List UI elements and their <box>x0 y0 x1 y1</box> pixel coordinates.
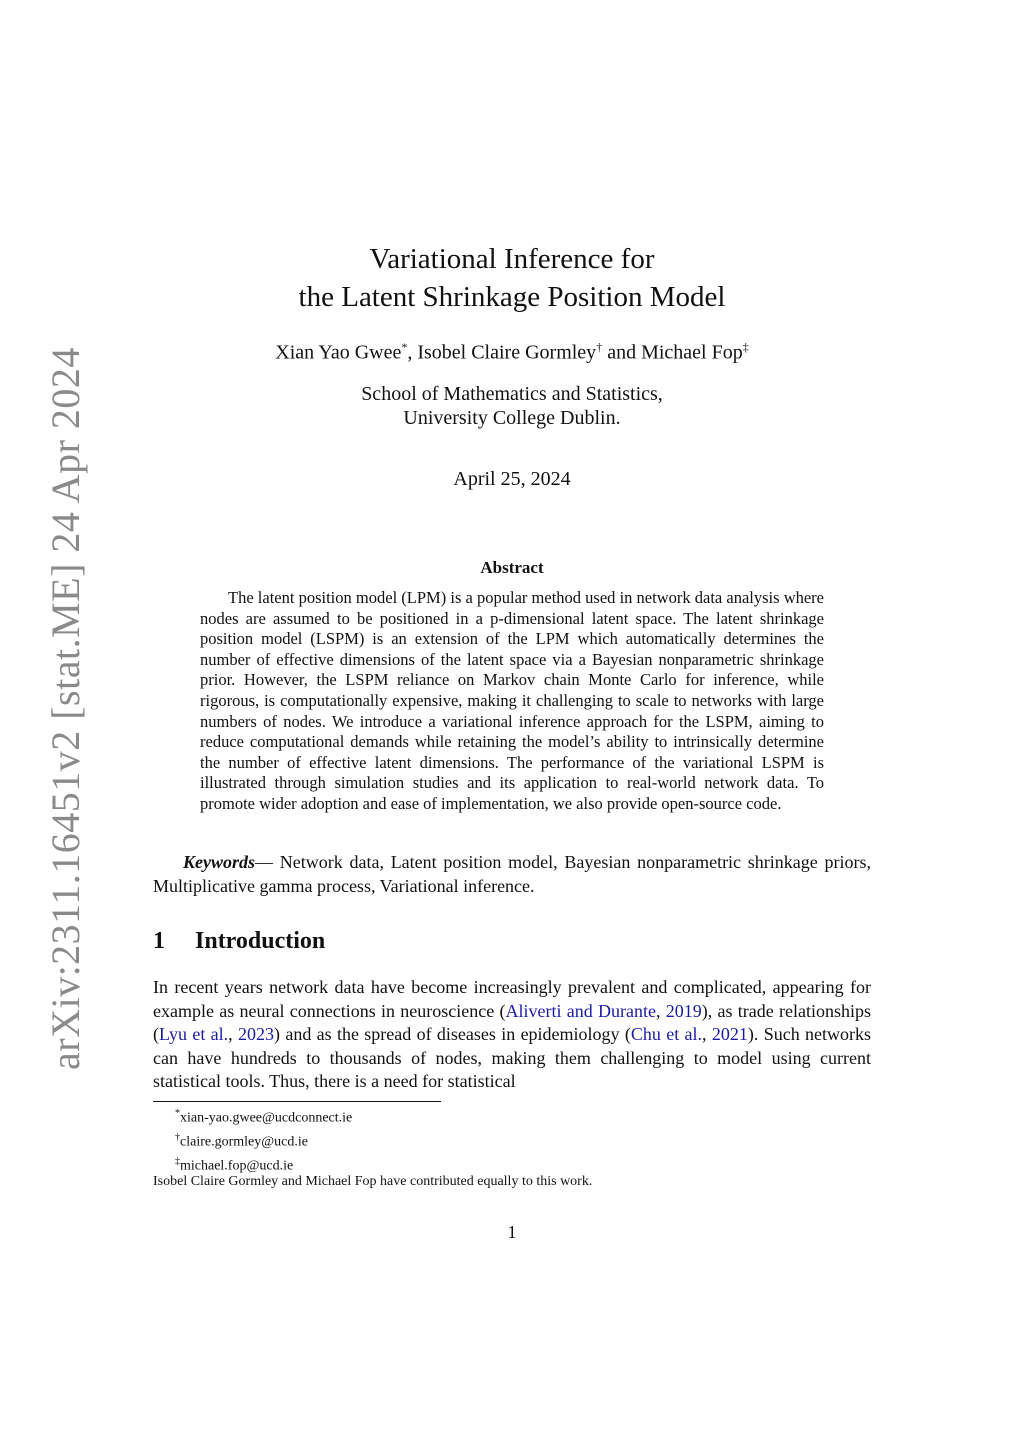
footnote-divider <box>153 1101 441 1102</box>
footnote <box>175 1152 352 1176</box>
footnote-email: claire.gormley@ucd.ie <box>180 1134 308 1150</box>
citation-authors: Chu et al. <box>630 1024 703 1044</box>
arxiv-identifier: arXiv:2311.16451v2 [stat.ME] 24 Apr 2024 <box>43 347 88 1070</box>
affiliation-line-1: School of Mathematics and Statistics, <box>361 383 663 405</box>
publication-date: April 25, 2024 <box>453 468 571 490</box>
footnote-mark: * <box>175 1108 180 1119</box>
keywords-paragraph <box>153 850 871 898</box>
paper-title <box>0 240 1024 316</box>
footnote-email: michael.fop@ucd.ie <box>180 1158 294 1174</box>
author-name: Isobel Claire Gormley <box>417 341 597 364</box>
keywords-text: Network data, Latent position model, Bayesian nonparametric shrinkage priors, Multiplicative gamma process, Variational inference. <box>153 852 872 896</box>
intro-paragraph <box>153 976 871 1094</box>
keywords-label: Keywords <box>183 852 255 872</box>
section-title: Introduction <box>195 928 326 954</box>
affiliation <box>0 382 1024 430</box>
section-heading <box>153 928 325 955</box>
abstract-text: The latent position model (LPM) is a popular method used in network data analysis where nodes are assumed to be positioned in a p-dimensional latent space. The latent shrinkage position model (LSPM) is an extension of the LPM which automatically determines the number of effective dimensions of the latent space via a Bayesian nonparametric shrinkage prior. However, the LSPM reliance on Markov chain Monte Carlo for inference, while rigorous, is computationally expensive, making it challenging to scale to networks with large numbers of nodes. We introduce a variational inference approach for the LSPM, aiming to reduce computational demands while retaining the model’s ability to intrinsically determine the number of effective latent dimensions. The performance of the variational LSPM is illustrated through simulation studies and its application to real-world network data. To promote wider adoption and ease of implementation, we also provide open-source code. <box>200 588 824 813</box>
citation-link[interactable] <box>159 1024 228 1044</box>
author-separator: and <box>602 341 642 364</box>
footnote-email: xian-yao.gwee@ucdconnect.ie <box>180 1110 353 1126</box>
abstract-heading: Abstract <box>480 558 544 577</box>
title-line-1: Variational Inference for <box>369 243 655 275</box>
footnote-mark: † <box>175 1132 180 1144</box>
author-mark: ‡ <box>742 340 749 354</box>
keywords-dash: — <box>255 852 280 872</box>
author-name: Michael Fop <box>641 341 743 364</box>
citation-link[interactable] <box>505 1001 656 1021</box>
citation-authors: Lyu et al. <box>159 1024 229 1044</box>
author-mark: † <box>596 340 603 354</box>
affiliation-line-2: University College Dublin. <box>403 407 621 429</box>
intro-text: ), as trade relationships ( <box>153 1000 872 1044</box>
footnotes <box>175 1104 352 1176</box>
citation-separator: , <box>702 1024 712 1044</box>
author-list <box>0 340 1024 365</box>
citation-year-link[interactable]: 2023 <box>238 1024 274 1044</box>
title-line-2: the Latent Shrinkage Position Model <box>298 281 726 313</box>
footnote-mark: ‡ <box>175 1156 180 1168</box>
intro-text: ). Such networks can have hundreds to thousands of nodes, making them challenging to model using current statistical tools. Thus, there is a need for statistical <box>153 1024 872 1091</box>
author-name: Xian Yao Gwee <box>275 341 402 364</box>
footnote <box>175 1104 352 1128</box>
citation-link[interactable] <box>631 1024 702 1044</box>
author-separator: , <box>407 341 418 364</box>
citation-year-link[interactable]: 2021 <box>711 1024 748 1044</box>
citation-separator: , <box>655 1000 666 1021</box>
intro-text: ) and as the spread of diseases in epidemiology ( <box>274 1024 631 1044</box>
citation-authors: Aliverti and Durante <box>505 1000 656 1021</box>
author-mark: * <box>401 340 408 354</box>
citation-year-link[interactable]: 2019 <box>665 1000 702 1021</box>
page-number: 1 <box>507 1222 517 1242</box>
intro-text: In recent years network data have become increasingly prevalent and complicated, appearing for example as neural connections in neuroscience ( <box>153 977 871 1021</box>
section-number: 1 <box>153 928 165 954</box>
citation-separator: , <box>228 1024 238 1044</box>
footnote <box>175 1128 352 1152</box>
contribution-note: Isobel Claire Gormley and Michael Fop have contributed equally to this work. <box>153 1174 593 1189</box>
